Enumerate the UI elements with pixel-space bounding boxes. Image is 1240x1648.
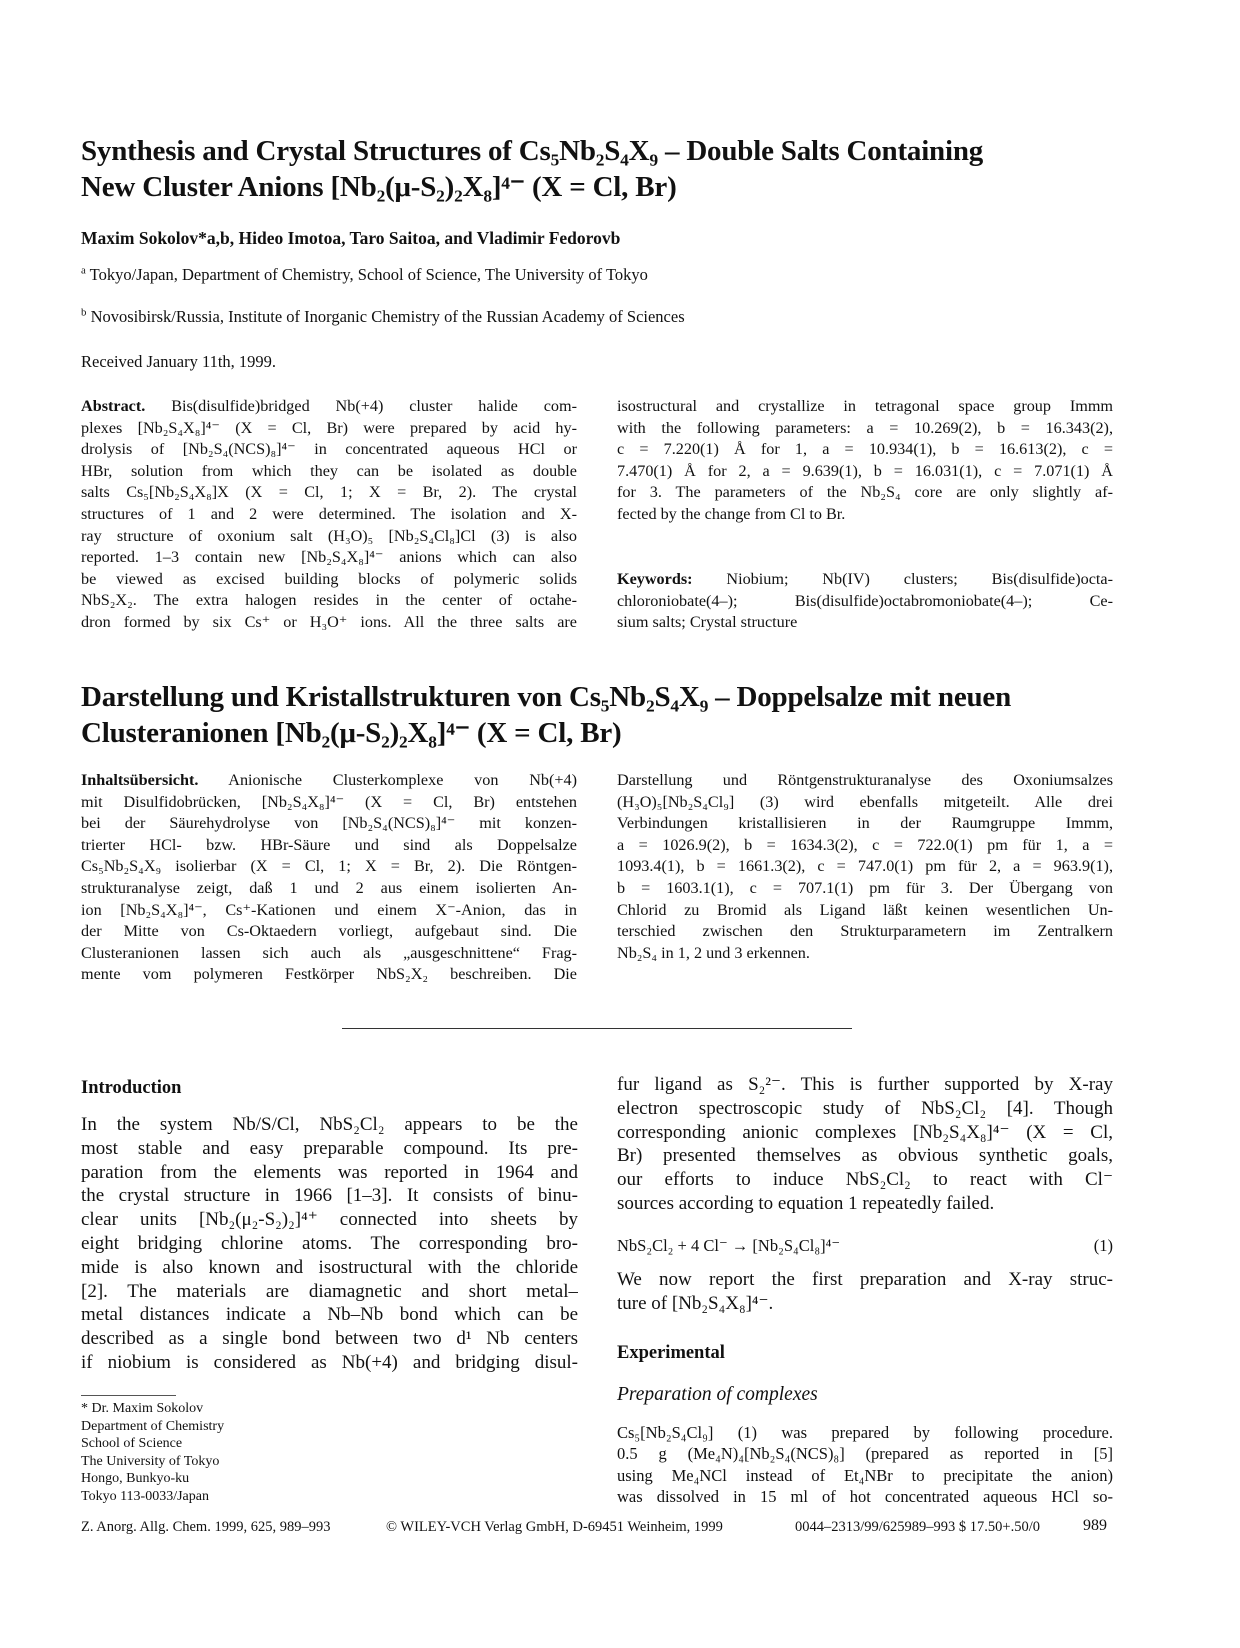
experimental-line: Cs₅[Nb₂S₄Cl₉] (1) was prepared by following procedure.	[617, 1423, 1113, 1442]
keywords-label: Keywords:	[617, 570, 693, 588]
abstract-line: dron formed by six Cs⁺ or H₃O⁺ ions. All the three salts are	[81, 612, 577, 631]
page-number: 989	[1083, 1517, 1107, 1534]
affiliation-a-text: Tokyo/Japan, Department of Chemistry, School of Science, The University of Tokyo	[89, 265, 648, 284]
introduction-line: We now report the first preparation and X-ray struc-	[617, 1269, 1113, 1290]
footnote-line: Hongo, Bunkyo-ku	[81, 1471, 190, 1487]
introduction-line: mide is also known and isostructural with the chloride	[81, 1256, 578, 1278]
abstract-line: for 3. The parameters of the Nb₂S₄ core are only slightly af-	[617, 483, 1113, 502]
abstract-line: c = 7.220(1) Å for 1, a = 10.934(1), b = 16.613(2), c =	[617, 440, 1113, 459]
footnote-line: Department of Chemistry	[81, 1418, 225, 1434]
footer-copyright: © WILEY-VCH Verlag GmbH, D-69451 Weinheim, 1999	[386, 1519, 723, 1535]
experimental-heading: Experimental	[617, 1343, 725, 1363]
german-abstract-line: Cs₅Nb₂S₄X₉ isolierbar (X = Cl, 1; X = Br, 2). Die Röntgen-	[81, 857, 577, 876]
abstract-line: structures of 1 and 2 were determined. The isolation and X-	[81, 504, 577, 523]
footnote-line: School of Science	[81, 1436, 183, 1452]
abstract-line: drolysis of [Nb₂S₄(NCS)₈]⁴⁻ in concentrated aqueous HCl or	[81, 440, 577, 459]
german-abstract-line	[81, 770, 577, 792]
german-abstract-line: Clusteranionen lassen sich auch als „ausgeschnittene“ Frag-	[81, 943, 577, 962]
footnote-line: The University of Tokyo	[81, 1453, 220, 1469]
keywords-line-text: Niobium; Nb(IV) clusters; Bis(disulfide)octa-	[692, 570, 1113, 588]
section-divider	[342, 1028, 852, 1029]
german-abstract-line: strukturanalyse zeigt, daß 1 und 2 aus einem isolierten An-	[81, 878, 577, 897]
introduction-line: ture of [Nb₂S₄X₈]⁴⁻.	[617, 1292, 774, 1314]
german-abstract-line: Chlorid zu Bromid als Ligand läßt keinen wesentlichen Un-	[617, 900, 1113, 919]
german-abstract-left-column	[81, 770, 577, 986]
experimental-subheading: Preparation of complexes	[617, 1384, 818, 1405]
german-abstract-line-text: Anionische Clusterkomplexe von Nb(+4)	[198, 771, 577, 789]
german-abstract-line: Nb₂S₄ in 1, 2 und 3 erkennen.	[617, 943, 810, 962]
introduction-line: clear units [Nb₂(μ₂-S₂)₂]⁴⁺ connected into sheets by	[81, 1209, 578, 1231]
title-line-2: New Cluster Anions [Nb₂(μ-S₂)₂X₈]⁴⁻ (X = Cl, Br)	[81, 171, 677, 203]
introduction-line: eight bridging chlorine atoms. The corresponding bro-	[81, 1232, 578, 1254]
footnote-line: * Dr. Maxim Sokolov	[81, 1401, 204, 1416]
introduction-line: metal distances indicate a Nb–Nb bond which can be	[81, 1304, 578, 1326]
introduction-line: paration from the elements was reported in 1964 and	[81, 1161, 578, 1183]
abstract-line: ray structure of oxonium salt (H₃O)₅ [Nb₂S₄Cl₈]Cl (3) is also	[81, 526, 577, 545]
abstract-right-column	[617, 396, 1113, 526]
author-list: Maxim Sokolov*a,b, Hideo Imotoa, Taro Saitoa, and Vladimir Fedorovb	[81, 228, 621, 248]
introduction-line: electron spectroscopic study of NbS₂Cl₂ [4]. Though	[617, 1097, 1113, 1119]
german-title-line-2: Clusteranionen [Nb₂(μ-S₂)₂X₈]⁴⁻ (X = Cl, Br)	[81, 717, 622, 749]
german-abstract-line: terschied zwischen den Strukturparametern im Zentralkern	[617, 922, 1113, 941]
introduction-line: most stable and easy preparable compound. Its pre-	[81, 1137, 578, 1159]
affiliation-a	[81, 265, 648, 285]
introduction-line: the crystal structure in 1966 [1–3]. It consists of binu-	[81, 1185, 578, 1207]
experimental-text	[617, 1422, 1113, 1507]
introduction-right-column	[617, 1073, 1113, 1216]
introduction-line: fur ligand as S₂²⁻. This is further supported by X-ray	[617, 1074, 1113, 1095]
introduction-heading: Introduction	[81, 1078, 182, 1098]
abstract-label: Abstract.	[81, 397, 146, 415]
german-abstract-line: trierter HCl- bzw. HBr-Säure und sind als Doppelsalze	[81, 835, 577, 854]
german-title-line-1: Darstellung und Kristallstrukturen von Cs₅Nb₂S₄X₉ – Doppelsalze mit neuen	[81, 681, 1012, 713]
german-title	[81, 679, 1011, 751]
affiliation-b-marker: b	[81, 306, 87, 319]
abstract-line: 7.470(1) Å for 2, a = 9.639(1), b = 16.031(1), c = 7.071(1) Å	[617, 461, 1113, 480]
abstract-line: isostructural and crystallize in tetragonal space group Immm	[617, 397, 1113, 415]
german-abstract-label: Inhaltsübersicht.	[81, 771, 199, 789]
abstract-line: salts Cs₅[Nb₂S₄X₈]X (X = Cl, 1; X = Br, 2). The crystal	[81, 483, 577, 502]
introduction-line: In the system Nb/S/Cl, NbS₂Cl₂ appears to be the	[81, 1114, 578, 1135]
footer-issn: 0044–2313/99/625989–993 $ 17.50+.50/0	[795, 1519, 1041, 1535]
german-abstract-line: bei der Säurehydrolyse von [Nb₂S₄(NCS)₈]⁴⁻ mit konzen-	[81, 814, 577, 833]
abstract-line: be viewed as excised building blocks of polymeric solids	[81, 569, 577, 588]
introduction-line: our efforts to induce NbS₂Cl₂ to react with Cl⁻	[617, 1169, 1113, 1191]
footer-journal: Z. Anorg. Allg. Chem. 1999, 625, 989–993	[81, 1519, 331, 1535]
footnote-rule	[81, 1395, 176, 1396]
abstract-line: reported. 1–3 contain new [Nb₂S₄X₈]⁴⁻ anions which can also	[81, 548, 577, 567]
abstract-line: HBr, solution from which they can be isolated as double	[81, 461, 577, 480]
keywords-line: sium salts; Crystal structure	[617, 613, 798, 632]
paper-title	[81, 133, 983, 205]
footnote-line: Tokyo 113-0033/Japan	[81, 1488, 209, 1504]
corresponding-author-footnote	[81, 1400, 224, 1506]
title-line-1: Synthesis and Crystal Structures of Cs₅Nb₂S₄X₉ – Double Salts Containing	[81, 135, 984, 167]
affiliation-a-marker: a	[81, 264, 86, 277]
german-abstract-line: a = 1026.9(2), b = 1634.3(2), c = 722.0(1) pm für 1, a =	[617, 835, 1113, 854]
abstract-line: fected by the change from Cl to Br.	[617, 504, 846, 523]
german-abstract-line: mit Disulfidobrücken, [Nb₂S₄X₈]⁴⁻ (X = Cl, Br) entstehen	[81, 792, 577, 811]
experimental-line: was dissolved in 15 ml of hot concentrated aqueous HCl so-	[617, 1486, 1113, 1506]
german-abstract-line: der Mitte von Cs-Oktaedern vorliegt, aufgebaut sind. Die	[81, 922, 577, 941]
introduction-after-equation	[617, 1268, 1113, 1316]
abstract-line: with the following parameters: a = 10.269(2), b = 16.343(2),	[617, 418, 1113, 437]
introduction-left-column	[81, 1113, 578, 1375]
received-date: Received January 11th, 1999.	[81, 352, 277, 371]
abstract-left-column	[81, 396, 577, 634]
german-abstract-line: ion [Nb₂S₄X₈]⁴⁻, Cs⁺-Kationen und einem X⁻-Anion, das in	[81, 900, 577, 919]
equation-text: NbS₂Cl₂ + 4 Cl⁻ → [Nb₂S₄Cl₈]⁴⁻	[617, 1236, 841, 1255]
abstract-line: NbS₂X₂. The extra halogen resides in the center of octahe-	[81, 591, 577, 610]
keywords-line: chloroniobate(4–); Bis(disulfide)octabromoniobate(4–); Ce-	[617, 591, 1113, 610]
german-abstract-line: 1093.4(1), b = 1661.3(2), c = 747.0(1) pm für 2, a = 963.9(1),	[617, 857, 1113, 876]
introduction-line: if niobium is considered as Nb(+4) and bridging disul-	[81, 1351, 578, 1373]
introduction-line: corresponding anionic complexes [Nb₂S₄X₈]⁴⁻ (X = Cl,	[617, 1121, 1113, 1143]
introduction-line: Br) presented themselves as obvious synthetic goals,	[617, 1145, 1113, 1167]
abstract-line-text: Bis(disulfide)bridged Nb(+4) cluster halide com-	[145, 397, 577, 415]
abstract-line: plexes [Nb₂S₄X₈]⁴⁻ (X = Cl, Br) were prepared by acid hy-	[81, 418, 577, 437]
introduction-line: described as a single bond between two d¹ Nb centers	[81, 1328, 578, 1350]
introduction-line: [2]. The materials are diamagnetic and short metal–	[81, 1280, 578, 1302]
experimental-line: 0.5 g (Me₄N)₄[Nb₂S₄(NCS)₈] (prepared as reported in [5]	[617, 1444, 1113, 1464]
experimental-line: using Me₄NCl instead of Et₄NBr to precipitate the anion)	[617, 1465, 1113, 1485]
german-abstract-line: Verbindungen kristallisieren in der Raumgruppe Immm,	[617, 814, 1113, 833]
german-abstract-line: mente vom polymeren Festkörper NbS₂X₂ beschreiben. Die	[81, 965, 577, 984]
german-abstract-line: (H₃O)₅[Nb₂S₄Cl₉] (3) wird ebenfalls mitgeteilt. Alle drei	[617, 792, 1113, 811]
equation-number: (1)	[1093, 1236, 1113, 1255]
introduction-line: sources according to equation 1 repeatedly failed.	[617, 1192, 995, 1214]
german-abstract-line: Darstellung und Röntgenstrukturanalyse des Oxoniumsalzes	[617, 771, 1113, 789]
affiliation-b-text: Novosibirsk/Russia, Institute of Inorganic Chemistry of the Russian Academy of Sciences	[90, 307, 685, 326]
equation-1	[617, 1236, 1113, 1256]
abstract-line	[81, 396, 577, 418]
keywords-block	[617, 569, 1113, 634]
german-abstract-line: b = 1603.1(1), c = 707.1(1) pm für 3. Der Übergang von	[617, 878, 1113, 897]
german-abstract-right-column	[617, 770, 1113, 964]
affiliation-b	[81, 307, 685, 327]
keywords-line	[617, 569, 1113, 591]
